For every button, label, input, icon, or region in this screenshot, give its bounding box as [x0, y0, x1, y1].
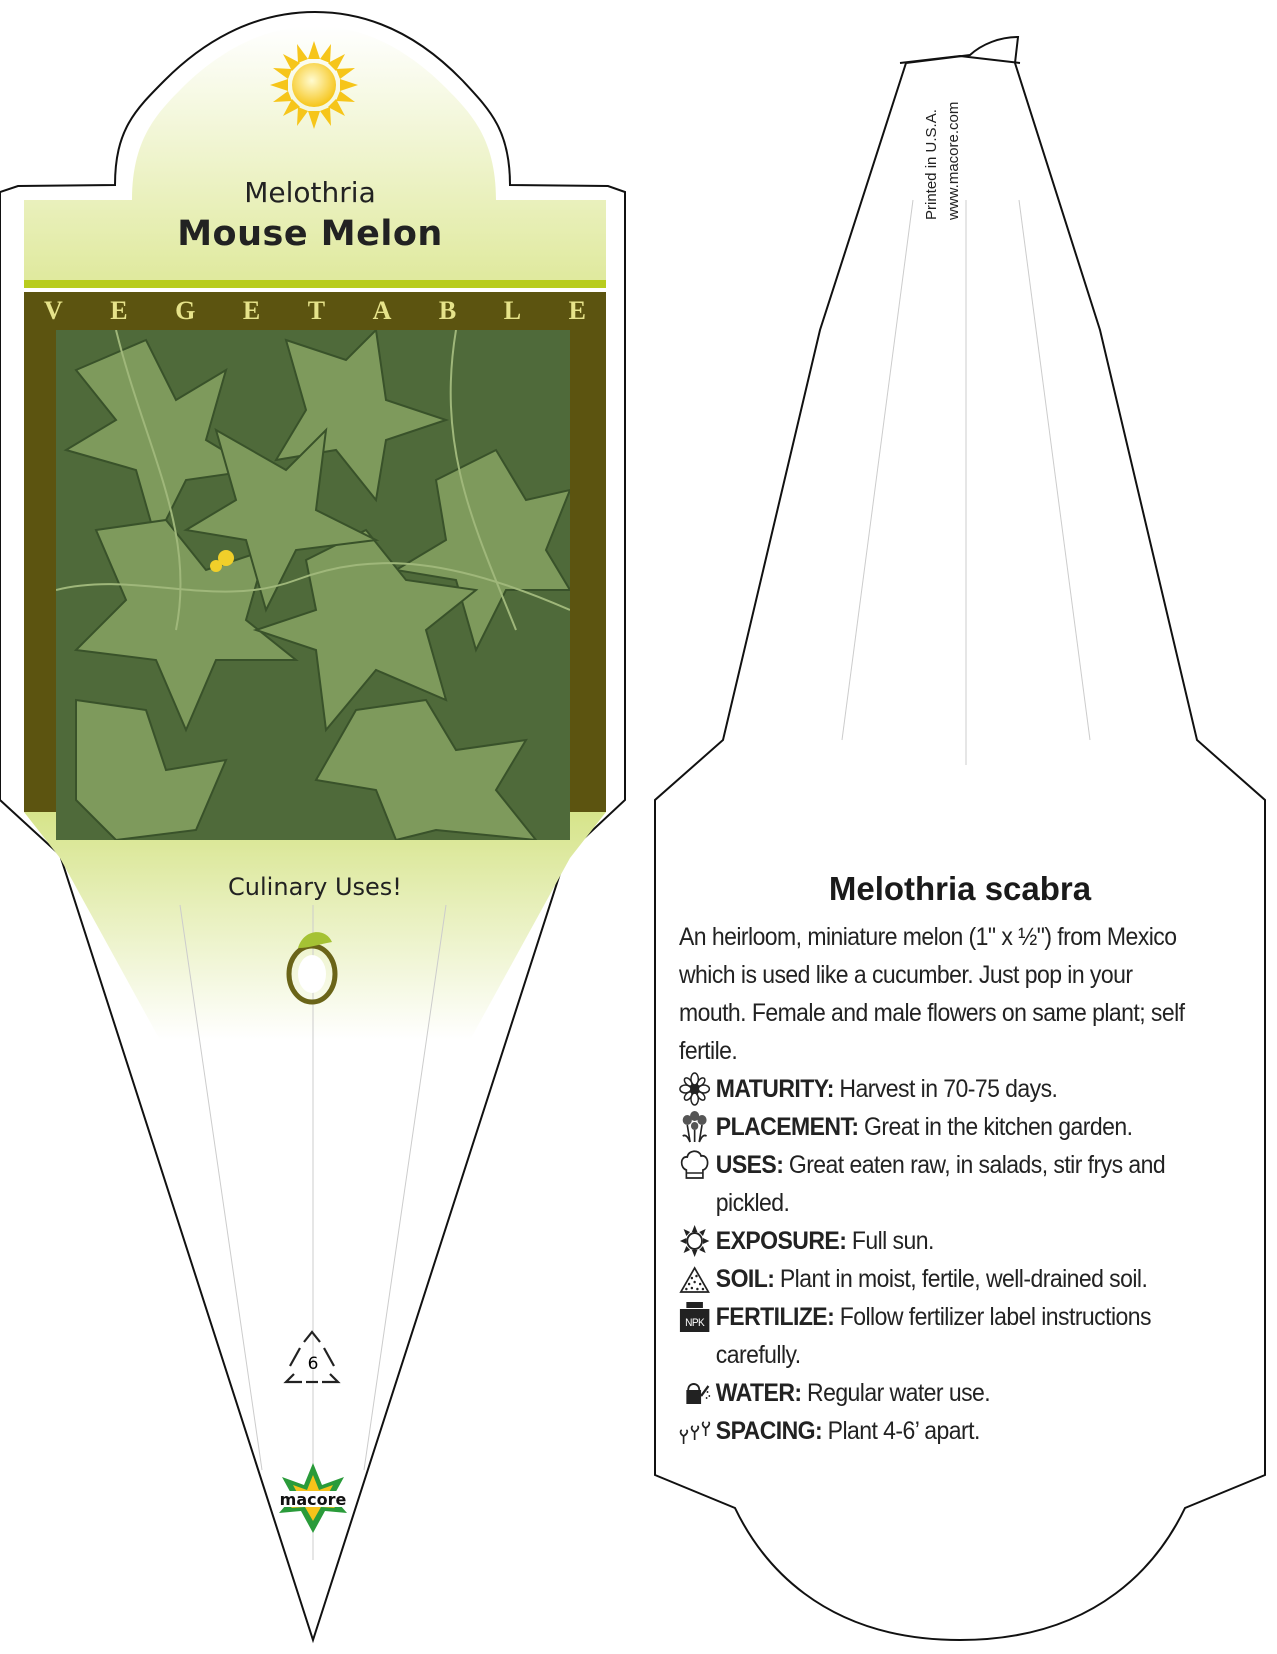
soil-icon: [679, 1262, 710, 1296]
description: An heirloom, miniature melon (1" x ½") from Mexico which is used like a cucumber. Just pop in your mouth. Female and male flowers on same plant; self fertile.: [679, 923, 1185, 1065]
attr-text: Full sun.: [851, 1227, 934, 1255]
attribute-row: [679, 1260, 1203, 1298]
seedling-icon: [679, 1414, 710, 1448]
attr-text: Follow fertilizer label instructions carefully.: [715, 1303, 1151, 1369]
attr-label: MATURITY:: [715, 1075, 834, 1103]
sun-icon: [679, 1224, 710, 1258]
attr-label: FERTILIZE:: [715, 1303, 835, 1331]
attr-label: EXPOSURE:: [715, 1227, 847, 1255]
attribute-row: [679, 1374, 1203, 1412]
chef-hat-icon: [679, 1148, 710, 1182]
npk-icon: [679, 1300, 710, 1334]
watering-can-icon: [679, 1376, 710, 1410]
attr-label: WATER:: [715, 1379, 802, 1407]
plants-icon: [679, 1110, 710, 1144]
category-letter: V: [44, 296, 63, 325]
sun-icon: [270, 41, 358, 129]
printed-line1: Printed in U.S.A.: [923, 109, 940, 220]
attr-text: Harvest in 70-75 days.: [839, 1075, 1058, 1103]
care-info: [679, 918, 1203, 1450]
attr-label: USES:: [715, 1151, 784, 1179]
attribute-row: [679, 1222, 1203, 1260]
attr-text: Regular water use.: [807, 1379, 991, 1407]
front-common-name: Mouse Melon: [177, 214, 443, 254]
attribute-row: [679, 1298, 1203, 1374]
front-genus-name: Melothria: [244, 176, 376, 209]
flower-icon: [679, 1072, 710, 1106]
plant-photo: [56, 330, 570, 840]
category-letter: G: [175, 296, 196, 325]
category-letter: B: [438, 296, 457, 325]
attr-text: Great in the kitchen garden.: [864, 1113, 1133, 1141]
attr-label: PLACEMENT:: [715, 1113, 859, 1141]
attribute-row: [679, 1070, 1203, 1108]
attr-text: Plant 4-6’ apart.: [827, 1417, 980, 1445]
attribute-row: [679, 1412, 1203, 1450]
culinary-tagline: Culinary Uses!: [228, 873, 402, 901]
category-letter: A: [372, 296, 392, 325]
category-letter: E: [110, 296, 128, 325]
attr-text: Plant in moist, fertile, well-drained soil.: [779, 1265, 1148, 1293]
category-letter: E: [568, 296, 586, 325]
recycle-number: 6: [307, 1354, 319, 1374]
category-letter: E: [242, 296, 261, 325]
svg-text:NPK: NPK: [685, 1316, 705, 1330]
front-header-rule: [24, 280, 606, 288]
attribute-row: [679, 1108, 1203, 1146]
printed-line2: www.macore.com: [945, 101, 962, 220]
attr-label: SOIL:: [715, 1265, 775, 1293]
attribute-row: [679, 1146, 1203, 1222]
category-letter: L: [503, 296, 522, 325]
printed-in-usa: [923, 55, 962, 220]
category-letter: T: [307, 296, 326, 325]
brand-name: macore: [279, 1490, 347, 1509]
attr-label: SPACING:: [715, 1417, 823, 1445]
attr-text: Great eaten raw, in salads, stir frys and pickled.: [715, 1151, 1166, 1217]
species-title: Melothria scabra: [828, 870, 1092, 907]
